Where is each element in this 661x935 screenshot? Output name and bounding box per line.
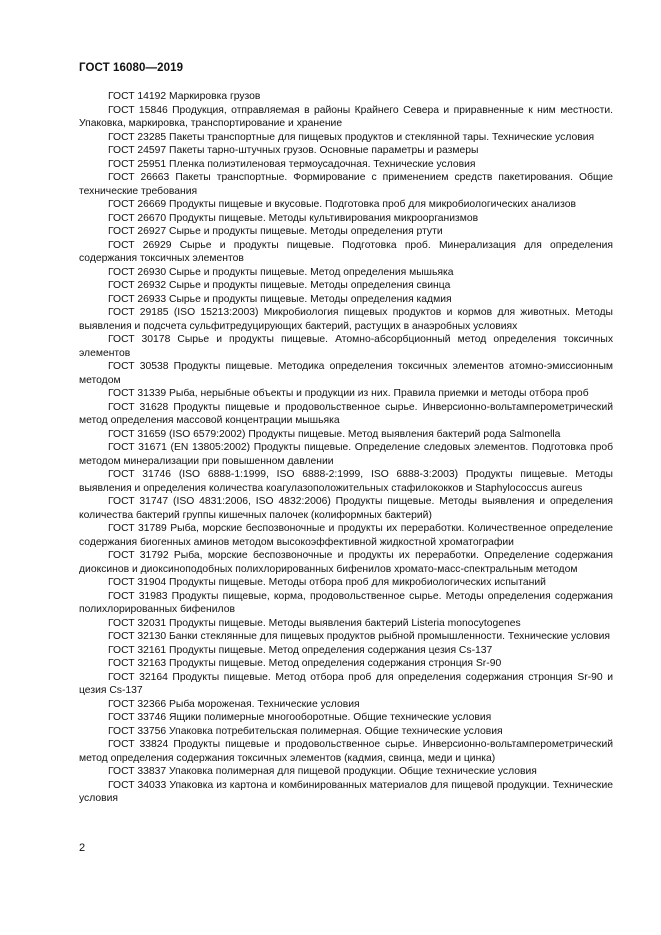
reference-item: ГОСТ 32130 Банки стеклянные для пищевых продуктов рыбной промышленности. Технические условия (108, 631, 611, 642)
reference-item: ГОСТ 31789 Рыба, морские беспозвоночные и продукты их переработки. Количественное определение содержания биогенных аминов методом высокоэффективной жидкостной хроматографии (79, 523, 613, 548)
reference-item: ГОСТ 26927 Сырье и продукты пищевые. Методы определения ртути (108, 226, 443, 237)
reference-item: ГОСТ 31339 Рыба, нерыбные объекты и продукции из них. Правила приемки и методы отбора проб (108, 388, 589, 399)
reference-item: ГОСТ 32163 Продукты пищевые. Метод определения содержания стронция Sr-90 (108, 658, 502, 669)
reference-item: ГОСТ 33837 Упаковка полимерная для пищевой продукции. Общие технические условия (108, 766, 537, 777)
reference-item: ГОСТ 32366 Рыба мороженая. Технические условия (108, 698, 360, 710)
reference-item: ГОСТ 29185 (ISO 15213:2003) Микробиология пищевых продуктов и кормов для животных. Методы выявления и подсчета сульфитредуцирующих бактерий, растущих в анаэробных условиях (79, 307, 613, 332)
reference-item: ГОСТ 31746 (ISO 6888-1:1999, ISO 6888-2:1999, ISO 6888-3:2003) Продукты пищевые. Методы выявления и определения количества коагулазоположительных стафилококков и Staphylococcus aureus (79, 469, 613, 494)
reference-item: ГОСТ 24597 Пакеты тарно-штучных грузов. Основные параметры и размеры (108, 145, 479, 156)
reference-item: ГОСТ 25951 Пленка полиэтиленовая термоусадочная. Технические условия (108, 158, 476, 170)
reference-item: ГОСТ 26670 Продукты пищевые. Методы культивирования микроорганизмов (108, 212, 479, 224)
reference-item: ГОСТ 33746 Ящики полимерные многооборотные. Общие технические условия (108, 712, 492, 723)
reference-item: ГОСТ 26929 Сырье и продукты пищевые. Подготовка проб. Минерализация для определения содержания токсичных элементов (79, 239, 613, 264)
page-number: 2 (79, 842, 86, 854)
reference-item: ГОСТ 32031 Продукты пищевые. Методы выявления бактерий Listeria monocytogenes (108, 617, 521, 629)
reference-item: ГОСТ 31983 Продукты пищевые, корма, продовольственное сырье. Методы определения содержания полихлорированных бифенилов (79, 590, 613, 615)
reference-item: ГОСТ 31659 (ISO 6579:2002) Продукты пищевые. Метод выявления бактерий рода Salmonella (108, 428, 561, 440)
reference-item: ГОСТ 26932 Сырье и продукты пищевые. Методы определения свинца (108, 280, 451, 291)
reference-item: ГОСТ 32164 Продукты пищевые. Метод отбора проб для определения содержания стронция Sr-90 и цезия Cs-137 (79, 671, 613, 696)
reference-item: ГОСТ 26930 Сырье и продукты пищевые. Метод определения мышьяка (108, 266, 454, 278)
normative-references-list (79, 90, 613, 806)
reference-item: ГОСТ 31904 Продукты пищевые. Методы отбора проб для микробиологических испытаний (108, 577, 546, 588)
reference-item: ГОСТ 32161 Продукты пищевые. Метод определения содержания цезия Cs-137 (108, 644, 493, 656)
reference-item: ГОСТ 30178 Сырье и продукты пищевые. Атомно-абсорбционный метод определения токсичных элементов (79, 334, 613, 359)
reference-item: ГОСТ 33756 Упаковка потребительская полимерная. Общие технические условия (108, 725, 503, 737)
reference-item: ГОСТ 23285 Пакеты транспортные для пищевых продуктов и стеклянной тары. Технические условия (108, 131, 595, 143)
reference-item: ГОСТ 31628 Продукты пищевые и продовольственное сырье. Инверсионно-вольтамперометрический метод определения массовой концентрации мышьяка (79, 401, 613, 426)
reference-item: ГОСТ 30538 Продукты пищевые. Методика определения токсичных элементов атомно-эмиссионным методом (79, 361, 613, 386)
reference-item: ГОСТ 26933 Сырье и продукты пищевые. Методы определения кадмия (108, 293, 452, 305)
page-header-title: ГОСТ 16080—2019 (79, 62, 184, 74)
reference-item: ГОСТ 26669 Продукты пищевые и вкусовые. Подготовка проб для микробиологических анализов (108, 199, 576, 210)
reference-item: ГОСТ 14192 Маркировка грузов (108, 91, 261, 102)
reference-item: ГОСТ 15846 Продукция, отправляемая в районы Крайнего Севера и приравненные к ним местности. Упаковка, маркировка, транспортирование и хранение (79, 104, 613, 129)
reference-item: ГОСТ 31747 (ISO 4831:2006, ISO 4832:2006) Продукты пищевые. Методы выявления и определения количества бактерий группы кишечных палочек (колиформных бактерий) (79, 496, 613, 521)
reference-item: ГОСТ 31792 Рыба, морские беспозвоночные и продукты их переработки. Определение содержания диоксинов и диоксиноподобных полихлорированных бифенилов хромато-масс-спектральным методом (79, 550, 613, 575)
reference-item: ГОСТ 34033 Упаковка из картона и комбинированных материалов для пищевой продукции. Технические условия (79, 779, 613, 804)
reference-item: ГОСТ 31671 (EN 13805:2002) Продукты пищевые. Определение следовых элементов. Подготовка проб методом минерализации при повышенном давлении (79, 442, 613, 467)
reference-item: ГОСТ 33824 Продукты пищевые и продовольственное сырье. Инверсионно-вольтамперометрический метод определения содержания токсичных элементов (кадмия, свинца, меди и цинка) (79, 739, 613, 764)
reference-item: ГОСТ 26663 Пакеты транспортные. Формирование с применением средств пакетирования. Общие технические требования (79, 172, 613, 197)
